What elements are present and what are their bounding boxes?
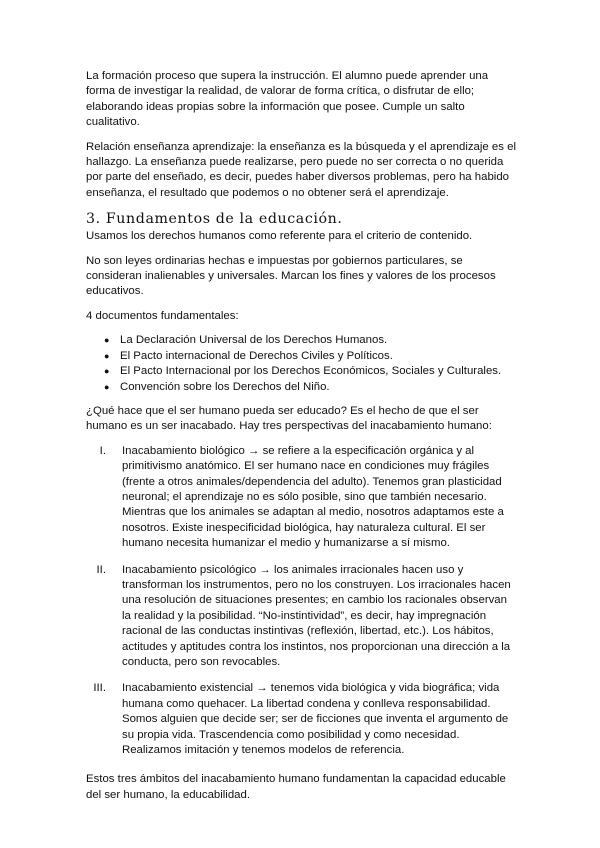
- documents-list: [86, 333, 518, 395]
- document-body: [86, 69, 518, 812]
- perspectives-list: [86, 444, 518, 759]
- list-item: ● El Pacto Internacional por los Derechos Económicos, Sociales y Culturales.: [104, 364, 518, 379]
- list-number: III.: [93, 682, 106, 695]
- list-number: II.: [96, 563, 106, 576]
- list-number: I.: [99, 444, 106, 457]
- paragraph-formacion: La formación proceso que supera la instrucción. El alumno puede aprender una forma de investigar la realidad, de valorar de forma crítica, o disfrutar de ello; elaborando ideas propias sobre la información que posee. Cumple un salto cualitativo.: [86, 70, 489, 129]
- list-item: ● El Pacto internacional de Derechos Civiles y Políticos.: [104, 349, 518, 364]
- perspective-item-psicologico: [86, 563, 518, 671]
- paragraph-ensenanza-aprendizaje: Relación enseñanza aprendizaje: la enseñanza es la búsqueda y el aprendizaje es el hallazgo. La enseñanza puede realizarse, pero puede no ser correcta o no querida por parte del enseñado, es decir, puedes haber diversos problemas, pero ha habido enseñanza, el resultado que podemos o no obtener será el aprendizaje.: [86, 140, 516, 199]
- list-item: ● La Declaración Universal de los Derechos Humanos.: [104, 333, 518, 348]
- perspective-text: Inacabamiento psicológico → los animales irracionales hacen uso y transforman los instrumentos, pero no los construyen. Los irracionales hacen una resolución de situaciones presentes; en cambio los racionales observan la realidad y la posibilidad. “No-instintividad”, es decir, hay impregnación racional de las conductas instintivas (reflexión, libertad, etc.). Los hábitos, actitudes y aptitudes contra los instintos, nos proporcionan una dirección a la conducta, pero son revocables.: [122, 563, 511, 668]
- section-heading: 3. Fundamentos de la educación.: [86, 211, 343, 228]
- perspective-text: Inacabamiento existencial → tenemos vida biológica y vida biográfica; vida humana como quehacer. La libertad condena y conlleva responsabilidad. Somos alguien que decide ser; ser de ficciones que inventa el argumento de su propia vida. Trascendencia como posibilidad y como necesidad. Realizamos imitación y tenemos modelos de referencia.: [122, 682, 509, 757]
- perspective-item-existencial: [86, 681, 518, 758]
- paragraph-intro: Usamos los derechos humanos como referente para el criterio de contenido.: [86, 230, 473, 243]
- paragraph-docs-label: 4 documentos fundamentales:: [86, 309, 239, 322]
- paragraph-leyes: No son leyes ordinarias hechas e impuestas por gobiernos particulares, se consideran inalienables y universales. Marcan los fines y valores de los procesos educativos.: [86, 254, 496, 298]
- paragraph-conclusion: Estos tres ámbitos del inacabamiento humano fundamentan la capacidad educable del ser humano, la educabilidad.: [86, 773, 506, 801]
- perspective-item-biologico: [86, 444, 518, 552]
- perspective-text: Inacabamiento biológico → se refiere a la especificación orgánica y al primitivismo anatómico. El ser humano nace en condiciones muy frágiles (frente a otros animales/dependencia del adulto). Tenemos gran plasticidad neuronal; el aprendizaje no es sólo posible, sino que también necesario. Mientras que los animales se adaptan al medio, nosotros adaptamos este a nosotros. Existe inespecificidad biológica, hay naturaleza cultural. El ser humano necesita humanizar el medio y humanizarse a sí mismo.: [122, 444, 504, 550]
- paragraph-question: ¿Qué hace que el ser humano pueda ser educado? Es el hecho de que el ser humano es un ser inacabado. Hay tres perspectivas del inacabamiento humano:: [86, 404, 492, 433]
- list-item: ● Convención sobre los Derechos del Niño.: [104, 380, 518, 395]
